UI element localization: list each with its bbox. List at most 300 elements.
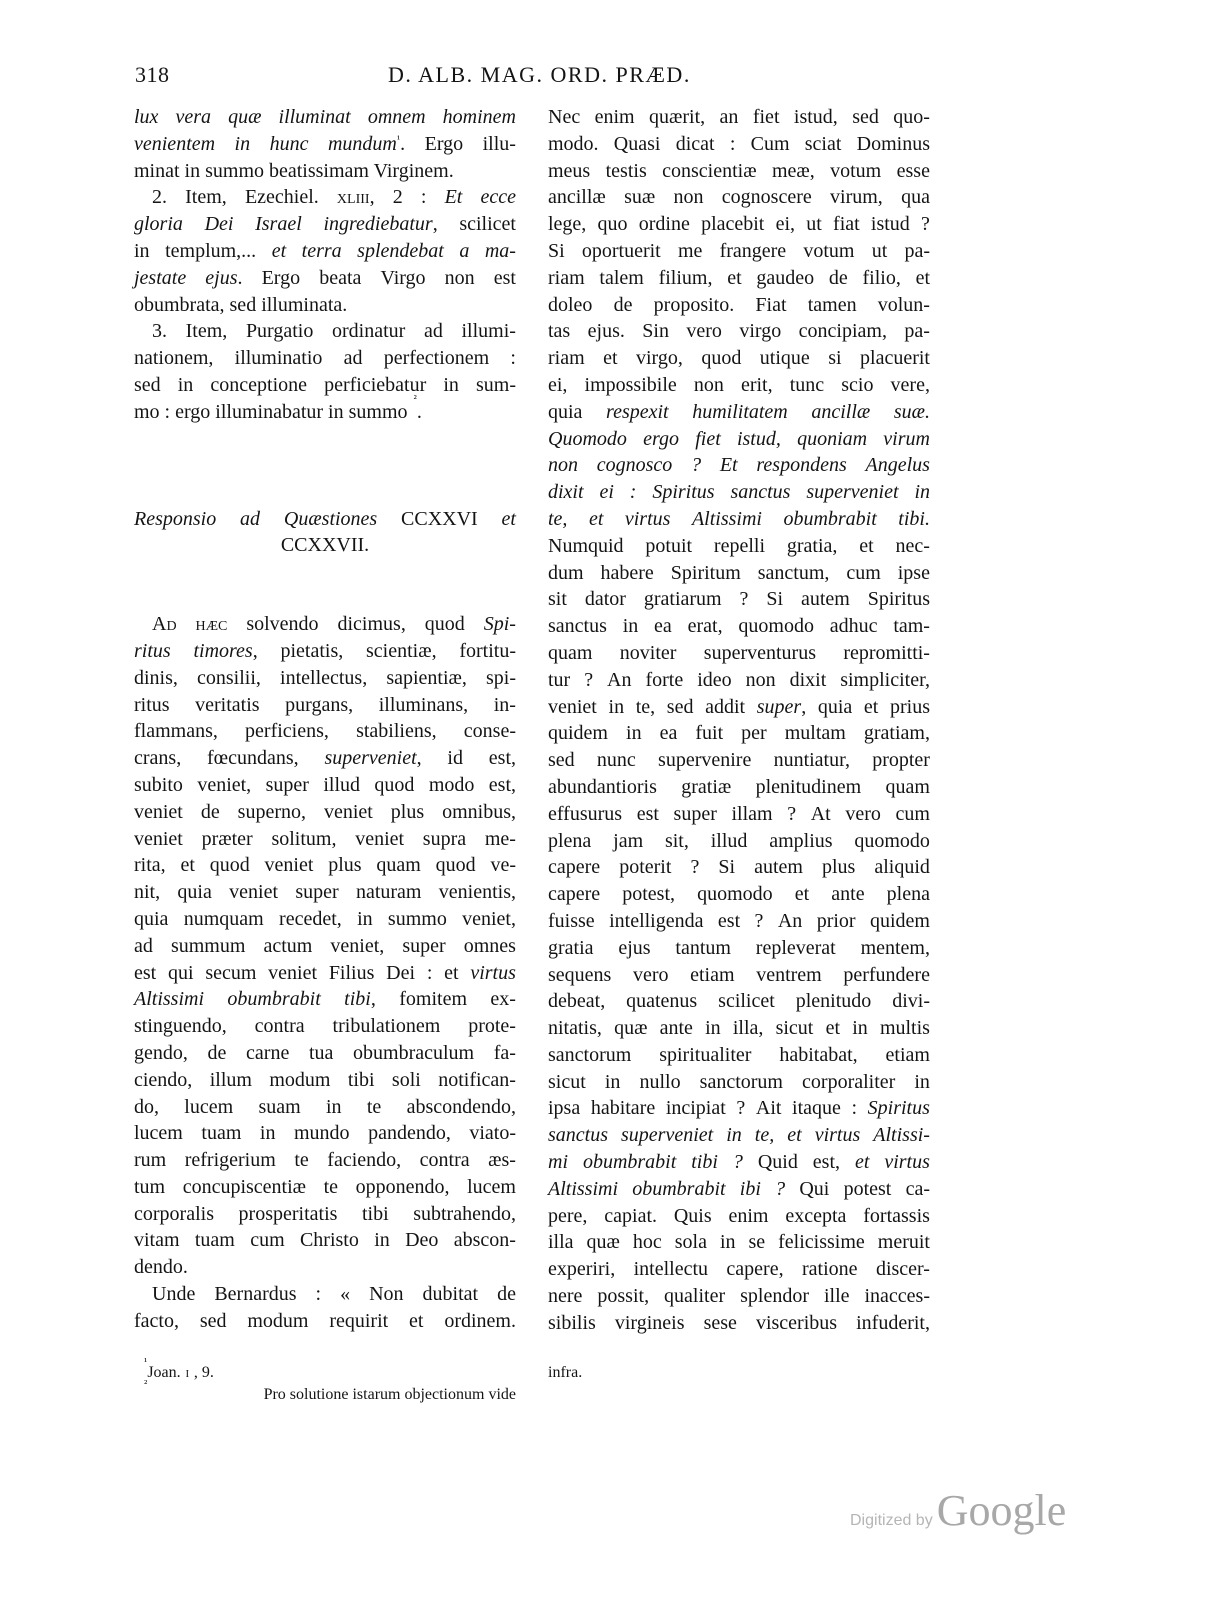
word: cum: [895, 802, 930, 825]
word: ca-: [905, 1177, 930, 1200]
word-group: [197, 772, 251, 799]
word-group: [636, 345, 683, 372]
word-group: [701, 211, 764, 238]
word-group: [184, 1094, 233, 1121]
word: in: [914, 481, 930, 504]
word-group: [152, 184, 167, 211]
word: ma-: [484, 239, 516, 262]
word: secum: [205, 961, 257, 984]
word-group: [134, 826, 183, 853]
word-group: [134, 960, 156, 987]
word: ei: [599, 481, 614, 504]
word-group: [488, 1147, 516, 1174]
word: experiri,: [548, 1258, 616, 1281]
word-group: [883, 426, 930, 453]
word-group: [444, 1308, 516, 1335]
word: faciendo,: [327, 1149, 402, 1172]
word-group: [240, 506, 260, 533]
word: super: [673, 802, 717, 825]
word-group: [439, 879, 516, 906]
word-group: [548, 426, 627, 453]
word: Purgatio: [245, 320, 314, 343]
word: illu-: [482, 132, 516, 155]
text-line: [134, 638, 516, 665]
word: sequens: [548, 963, 612, 986]
word-group: [856, 1310, 930, 1337]
word-group: [424, 318, 443, 345]
word-group: [210, 1067, 252, 1094]
word-group: [597, 1283, 649, 1310]
word-group: [864, 720, 930, 747]
word: illam: [731, 802, 773, 825]
text-line: [134, 718, 516, 745]
word: Dei: [386, 961, 416, 984]
word-group: [445, 184, 463, 211]
word-group: [171, 933, 245, 960]
word: et: [859, 534, 874, 557]
word-group: [585, 372, 677, 399]
word: an: [719, 106, 739, 128]
word: quia: [817, 695, 853, 718]
word-group: [548, 506, 567, 533]
word: habitare: [590, 1097, 656, 1120]
word: omnibus,: [442, 800, 516, 823]
text-line: [134, 933, 516, 960]
word: Dominus: [856, 132, 930, 155]
word: ante: [831, 883, 865, 906]
word-group: [260, 1120, 276, 1147]
right-column: [548, 104, 930, 1337]
word: cognoscere: [721, 186, 812, 209]
word-group: [464, 718, 516, 745]
word-group: [548, 479, 584, 506]
word-group: [626, 720, 642, 747]
word: lucem: [134, 1122, 183, 1145]
word-group: [792, 1095, 841, 1122]
word-group: [186, 318, 228, 345]
word: splendor: [740, 1285, 809, 1308]
word: fuisse: [548, 909, 595, 932]
word-group: [300, 1227, 359, 1254]
word: qua: [901, 186, 930, 209]
word-group: [863, 1203, 930, 1230]
word-group: [490, 852, 516, 879]
word-group: [197, 665, 261, 692]
word-group: [787, 533, 838, 560]
word-group: [817, 908, 856, 935]
word-group: [652, 479, 714, 506]
word: dixit: [548, 481, 584, 504]
text-line: [548, 560, 930, 587]
word-group: [662, 158, 756, 185]
word: spi-: [485, 666, 516, 689]
word: in: [443, 373, 459, 396]
word-group: [884, 1149, 930, 1176]
digitized-watermark: [850, 1485, 1066, 1536]
text-line: [548, 506, 930, 533]
word-group: [855, 1149, 869, 1176]
word-group: [860, 345, 930, 372]
word: conceptione: [210, 373, 308, 396]
word: tas: [548, 320, 571, 343]
word: corporaliter: [802, 1070, 896, 1093]
word-group: [548, 1256, 615, 1283]
word-group: [748, 1229, 765, 1256]
word-group: [269, 1067, 330, 1094]
word: ordinem.: [444, 1309, 516, 1332]
text-line: [548, 238, 930, 265]
word-group: [368, 104, 426, 131]
word: divi-: [892, 990, 930, 1013]
word-group: [548, 1176, 618, 1203]
word-group: [205, 265, 242, 292]
word: veniet: [323, 800, 373, 823]
word: debeat,: [548, 990, 606, 1013]
word: Unde: [152, 1283, 196, 1306]
word: ?: [736, 1097, 746, 1120]
word: super: [402, 934, 446, 957]
word: tur: [548, 668, 571, 691]
word: tum: [134, 1175, 166, 1198]
word-group: [705, 1015, 721, 1042]
word: superveniet: [621, 1124, 714, 1147]
word: Altissimi: [548, 1177, 619, 1200]
word: istud,: [793, 106, 838, 128]
word-group: [872, 238, 888, 265]
word: Ergo: [424, 132, 464, 155]
word: te,: [754, 1124, 775, 1147]
word-group: [134, 745, 181, 772]
word: veniet,: [462, 907, 516, 930]
word-group: [454, 1227, 516, 1254]
word-group: [376, 852, 420, 879]
google-logo: Google: [936, 1486, 1067, 1535]
word: prosperitatis: [238, 1202, 338, 1225]
word-group: [841, 372, 873, 399]
text-line: [548, 1203, 930, 1230]
word: stabiliens,: [356, 720, 437, 743]
text-line: [134, 826, 516, 853]
word: plus: [822, 856, 856, 879]
word-group: [818, 694, 852, 721]
word-group: [134, 238, 150, 265]
word-group: [857, 131, 930, 158]
word: perficiebatur: [324, 373, 427, 396]
text-run: i: [185, 1364, 190, 1381]
word-group: [690, 854, 699, 881]
word-group: [756, 265, 814, 292]
word: nuntiatur,: [773, 749, 850, 772]
word-group: [338, 611, 406, 638]
word: Spiritus: [867, 588, 930, 611]
text-line: [548, 694, 930, 721]
word: pa-: [904, 239, 930, 262]
word: in: [177, 373, 194, 396]
word: riam: [548, 266, 585, 289]
word-group: [494, 692, 516, 719]
watermark-prefix: Digitized by: [850, 1512, 933, 1529]
word: obumbrabit: [783, 507, 877, 530]
word: abscondendo,: [406, 1095, 516, 1118]
word-group: [643, 426, 679, 453]
word-group: [497, 1281, 516, 1308]
word-group: [704, 640, 816, 667]
word-group: [324, 799, 373, 826]
word-group: [238, 799, 306, 826]
word-group: [799, 318, 887, 345]
word: æs-: [488, 1149, 516, 1172]
word: virtus: [624, 507, 671, 530]
word: votum: [830, 159, 882, 182]
word-group: [425, 131, 464, 158]
word-group: [694, 372, 724, 399]
word: possit,: [597, 1285, 650, 1308]
word-group: [598, 211, 628, 238]
text-line: [548, 131, 930, 158]
word-group: [245, 718, 329, 745]
word: tibi: [347, 1068, 375, 1091]
word: te: [294, 1149, 309, 1172]
word: sicut: [775, 1017, 814, 1040]
word: in: [325, 1095, 342, 1118]
word-group: [785, 720, 846, 747]
word-group: [790, 667, 827, 694]
word: nunc: [596, 749, 636, 772]
word: Dei: [204, 213, 234, 236]
word-group: [134, 638, 171, 665]
word-group: [583, 1149, 676, 1176]
word: non: [548, 454, 578, 477]
word-group: [548, 238, 565, 265]
word-group: [480, 184, 516, 211]
word-group: [623, 613, 639, 640]
word-group: [134, 933, 153, 960]
word-group: [649, 104, 705, 131]
word-group: [280, 638, 343, 665]
word: vero: [686, 320, 722, 343]
word-group: [443, 372, 459, 399]
word: dicimus,: [337, 613, 406, 636]
word-group: [720, 452, 738, 479]
word-group: [799, 1176, 829, 1203]
word: istud,: [736, 427, 781, 450]
word: discer-: [875, 1258, 930, 1281]
word-group: [779, 1042, 857, 1069]
word: :: [729, 132, 736, 155]
word-group: [284, 506, 377, 533]
word: inacces-: [864, 1285, 930, 1308]
word-group: [921, 211, 930, 238]
word-group: [227, 986, 320, 1013]
word: suæ.: [893, 400, 930, 423]
word-group: [510, 345, 516, 372]
word-group: [195, 1227, 235, 1254]
word-group: [357, 238, 444, 265]
word-group: [890, 694, 930, 721]
word-group: [423, 1281, 479, 1308]
word-group: [380, 265, 425, 292]
word: ergo: [643, 427, 680, 450]
word: pere,: [548, 1204, 588, 1227]
word-group: [690, 962, 734, 989]
word: nullo: [639, 1070, 681, 1093]
word: quomodo: [854, 829, 930, 852]
word-group: [645, 667, 683, 694]
word-group: [324, 1174, 338, 1201]
word-group: [790, 372, 824, 399]
page-number: 318: [135, 62, 170, 87]
word: est,: [812, 1151, 840, 1174]
word: veniet: [134, 827, 183, 850]
word: Virgo: [380, 266, 426, 289]
word-group: [324, 372, 426, 399]
text-run: .: [416, 400, 422, 423]
word-group: [906, 1176, 930, 1203]
word: habere: [600, 561, 654, 584]
word: nit,: [134, 881, 161, 904]
word: meæ,: [771, 159, 815, 182]
word: illa: [548, 1231, 574, 1254]
word-group: [597, 452, 673, 479]
word: autem: [800, 588, 850, 611]
word-group: [134, 372, 161, 399]
word-group: [914, 1069, 930, 1096]
word-group: [176, 104, 212, 131]
word-group: [695, 426, 721, 453]
word-group: [697, 881, 773, 908]
word: Spiritus: [867, 1097, 930, 1120]
word-group: [720, 1229, 736, 1256]
text-line: [134, 1120, 516, 1147]
word-group: [695, 720, 723, 747]
paragraph-item-2: [134, 184, 516, 318]
word: ipse: [897, 561, 930, 584]
text-line: [548, 747, 930, 774]
word-group: [659, 1042, 751, 1069]
word: mundo: [293, 1122, 350, 1145]
word-group: [904, 238, 930, 265]
word: sed: [548, 749, 575, 772]
word: aliquid: [874, 856, 930, 879]
word: ?: [584, 668, 594, 691]
word-group: [805, 131, 842, 158]
word-group: [626, 988, 697, 1015]
word: ,: [252, 639, 258, 662]
word-group: [686, 318, 722, 345]
word-group: [691, 452, 701, 479]
word: Spi-: [483, 613, 516, 636]
word: tibi: [344, 988, 371, 1011]
word: quærit,: [649, 106, 706, 128]
text-line: [134, 211, 516, 238]
word: qui: [167, 961, 194, 984]
word-group: [660, 720, 678, 747]
word: sanctum,: [757, 561, 830, 584]
word-group: [247, 1308, 308, 1335]
word-group: [806, 211, 822, 238]
word-group: [467, 1174, 516, 1201]
word: virum,: [830, 186, 883, 209]
word-group: [228, 104, 261, 131]
word-group: [632, 1176, 725, 1203]
word-group: [548, 720, 608, 747]
word: pietatis,: [280, 639, 344, 662]
word-group: [548, 1283, 582, 1310]
text-line: [548, 452, 930, 479]
word-group: [484, 611, 516, 638]
word: crans,: [134, 747, 182, 770]
word: est: [717, 909, 741, 932]
word: Fiat: [755, 293, 787, 316]
word-group: [739, 318, 781, 345]
word: numquam: [183, 907, 264, 930]
word-group: [874, 854, 930, 881]
word: quæ: [614, 1017, 648, 1040]
word-group: [681, 774, 731, 801]
word: si: [828, 347, 842, 370]
word-group: [637, 801, 659, 828]
paragraph-responsio: [134, 611, 516, 1281]
word-group: [134, 345, 213, 372]
word-group: [548, 292, 592, 319]
word-group: [202, 826, 253, 853]
word: illum: [209, 1068, 252, 1091]
word-group: [797, 426, 867, 453]
text-line: [134, 158, 516, 185]
word: Et: [444, 186, 463, 209]
word-group: [548, 774, 657, 801]
word: noviter: [619, 641, 677, 664]
word-group: [673, 184, 703, 211]
word-group: [730, 479, 790, 506]
word: ?: [691, 454, 702, 477]
word-group: [429, 772, 475, 799]
word: multis: [879, 1017, 930, 1040]
text-line: [134, 772, 516, 799]
word: perfundere: [843, 963, 930, 986]
paragraph-item-3: [134, 318, 516, 425]
word-group: [294, 1120, 350, 1147]
word: nationem,: [134, 347, 214, 370]
word-group: [774, 747, 850, 774]
word: et: [825, 1017, 840, 1040]
word-group: [134, 131, 215, 158]
word-group: [778, 1229, 865, 1256]
word-group: [620, 640, 677, 667]
word: stinguendo,: [134, 1015, 227, 1038]
word: sciat: [804, 132, 842, 155]
word: ratione: [802, 1258, 858, 1281]
word: proposito.: [653, 293, 735, 316]
section-heading-line: CCXXVII.: [280, 534, 370, 557]
word-group: [134, 1120, 183, 1147]
word: venientem: [134, 132, 216, 155]
word-group: [811, 801, 831, 828]
word: quomodo: [697, 883, 773, 906]
word-group: [704, 1310, 737, 1337]
word: de: [613, 293, 633, 316]
text-line: [134, 1227, 516, 1254]
text-line: [134, 1308, 516, 1335]
word-group: [916, 265, 930, 292]
word: An: [607, 668, 632, 691]
word: capere: [548, 856, 601, 879]
word-group: [201, 799, 220, 826]
word: omnes: [463, 934, 516, 957]
word-group: [731, 801, 772, 828]
word: etiam: [690, 963, 735, 986]
word: An: [777, 909, 803, 932]
